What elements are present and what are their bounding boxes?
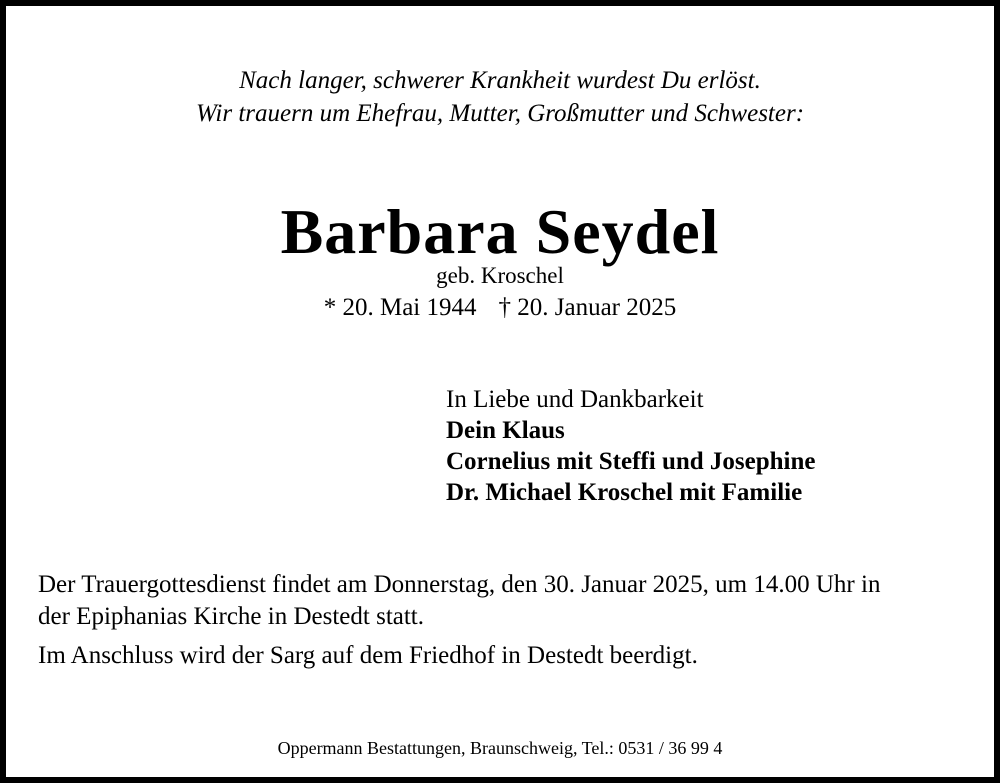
mourners-intro: In Liebe und Dankbarkeit bbox=[446, 386, 704, 413]
service-line: Der Trauergottesdienst findet am Donnerstag, den 30. Januar 2025, um 14.00 Uhr in bbox=[38, 571, 881, 598]
intro-text bbox=[6, 64, 994, 130]
mourners-block bbox=[446, 384, 815, 508]
mourner-name: Cornelius mit Steffi und Josephine bbox=[446, 448, 816, 475]
service-info bbox=[38, 569, 880, 672]
service-line: der Epiphanias Kirche in Destedt statt. bbox=[38, 603, 424, 630]
deceased-name: Barbara Seydel bbox=[280, 196, 720, 267]
burial-line: Im Anschluss wird der Sarg auf dem Friedhof in Destedt beerdigt. bbox=[38, 642, 698, 669]
mourner-name: Dr. Michael Kroschel mit Familie bbox=[446, 479, 803, 506]
life-dates bbox=[6, 292, 994, 324]
death-date: † 20. Januar 2025 bbox=[498, 294, 677, 321]
funeral-home-footer: Oppermann Bestattungen, Braunschweig, Tel.: 0531 / 36 99 4 bbox=[277, 738, 723, 758]
maiden-name: geb. Kroschel bbox=[436, 263, 564, 288]
birth-date: * 20. Mai 1944 bbox=[323, 294, 477, 321]
intro-line: Nach langer, schwerer Krankheit wurdest Du erlöst. bbox=[239, 67, 761, 94]
mourner-name: Dein Klaus bbox=[446, 417, 565, 444]
intro-line: Wir trauern um Ehefrau, Mutter, Großmutter und Schwester: bbox=[195, 100, 805, 127]
